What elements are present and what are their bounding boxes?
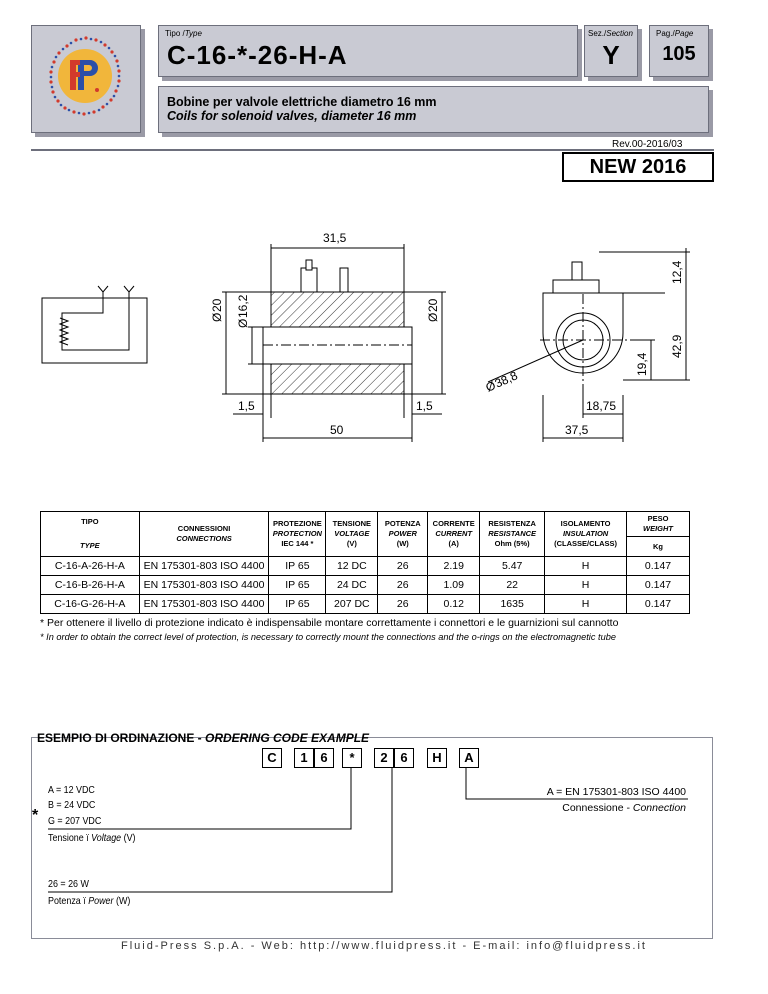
voltage-label-unit: (V) bbox=[121, 832, 136, 844]
cell-type: C-16-B-26-H-A bbox=[41, 576, 140, 595]
phi-symbol-4: Ø bbox=[483, 378, 498, 395]
note-en: * In order to obtain the correct level of protection, is necessary to correctly mount the connections and the o-rings on the electromagnetic tube bbox=[40, 632, 616, 643]
header-prot-en: PROTECTION bbox=[272, 529, 322, 538]
header-conn-en: CONNECTIONS bbox=[176, 534, 232, 543]
cell-res: 1635 bbox=[480, 595, 545, 614]
page-label bbox=[656, 29, 693, 38]
table-row bbox=[41, 595, 690, 614]
coil-schematic bbox=[42, 286, 147, 363]
header-protection bbox=[269, 512, 326, 557]
header-res-en: RESISTANCE bbox=[488, 529, 537, 538]
code-char-6: 6 bbox=[314, 748, 334, 768]
voltage-label-en: Voltage bbox=[91, 832, 122, 844]
cell-prot: IP 65 bbox=[269, 576, 326, 595]
dim-12-4: 12,4 bbox=[670, 260, 684, 284]
code-char-voltage: * bbox=[342, 748, 362, 768]
page-label-en: Page bbox=[674, 29, 694, 38]
header-prot-std: IEC 144 * bbox=[281, 539, 314, 548]
cell-type: C-16-A-26-H-A bbox=[41, 557, 140, 576]
footer-text: Fluid-Press S.p.A. - Web: http://www.fluidpress.it - E-mail: info@fluidpress.it bbox=[121, 940, 647, 952]
part-code: C-16-*-26-H-A bbox=[167, 40, 348, 70]
header-pow-unit: (W) bbox=[396, 539, 409, 548]
voltage-b: B = 24 VDC bbox=[48, 799, 96, 811]
dim-phi16-2: 16,2 bbox=[236, 294, 250, 318]
header-ins-it: ISOLAMENTO bbox=[560, 519, 611, 528]
phi-symbol-2: Ø bbox=[236, 318, 250, 328]
header-volt-unit: (V) bbox=[346, 539, 357, 548]
ordering-title-it: ESEMPIO DI ORDINAZIONE - bbox=[37, 731, 206, 745]
header-voltage bbox=[326, 512, 378, 557]
section-label bbox=[588, 29, 633, 38]
cell-conn: EN 175301-803 ISO 4400 bbox=[139, 576, 269, 595]
code-char-2: 2 bbox=[374, 748, 394, 768]
note-it: * Per ottenere il livello di protezione indicato è indispensabile montare correttamente i connettori e le guarnizioni sul cannotto bbox=[40, 617, 619, 629]
code-char-c: C bbox=[262, 748, 282, 768]
cell-res: 22 bbox=[480, 576, 545, 595]
code-char-6b: 6 bbox=[394, 748, 414, 768]
cell-conn: EN 175301-803 ISO 4400 bbox=[139, 595, 269, 614]
technical-drawing bbox=[0, 210, 768, 510]
dim-37-5: 37,5 bbox=[565, 423, 589, 437]
table-row bbox=[41, 576, 690, 595]
cell-conn: EN 175301-803 ISO 4400 bbox=[139, 557, 269, 576]
conn-label bbox=[562, 802, 686, 814]
cell-ins: H bbox=[545, 576, 627, 595]
subtitle-en: Coils for solenoid valves, diameter 16 mm bbox=[167, 109, 417, 123]
header-ins-en: INSULATION bbox=[562, 529, 609, 538]
header-pow-it: POTENZA bbox=[384, 519, 421, 528]
page-box bbox=[649, 25, 709, 77]
type-label-it: Tipo / bbox=[165, 29, 185, 38]
page-label-it: Pag./ bbox=[656, 29, 675, 38]
cell-cur: 2.19 bbox=[428, 557, 480, 576]
type-box bbox=[158, 25, 578, 77]
dim-38-8: 38,8 bbox=[492, 368, 520, 391]
header-ins-unit: (CLASSE/CLASS) bbox=[554, 539, 618, 548]
voltage-star: * bbox=[32, 807, 39, 824]
power-label-unit: (W) bbox=[113, 895, 131, 907]
header-pow-en: POWER bbox=[388, 529, 417, 538]
header-connections bbox=[139, 512, 269, 557]
header-insulation bbox=[545, 512, 627, 557]
header-current bbox=[428, 512, 480, 557]
header-prot-it: PROTEZIONE bbox=[272, 519, 322, 528]
conn-value: A = EN 175301-803 ISO 4400 bbox=[546, 786, 686, 798]
header-weight-unit: Kg bbox=[627, 537, 690, 557]
conn-label-en: Connection bbox=[632, 802, 686, 814]
ordering-title-en: ORDERING CODE EXAMPLE bbox=[205, 731, 370, 745]
cell-cur: 1.09 bbox=[428, 576, 480, 595]
power-label-it: Potenza ï bbox=[48, 895, 89, 907]
header-conn-it: CONNESSIONI bbox=[177, 524, 231, 533]
cell-prot: IP 65 bbox=[269, 557, 326, 576]
header-wt-en: WEIGHT bbox=[643, 524, 674, 533]
voltage-g: G = 207 VDC bbox=[48, 815, 102, 827]
voltage-label-it: Tensione ï bbox=[48, 832, 92, 844]
phi-symbol-3: Ø bbox=[426, 312, 440, 322]
section-value: Y bbox=[602, 40, 620, 70]
cell-wt: 0.147 bbox=[627, 595, 690, 614]
power-label bbox=[48, 895, 130, 907]
section-label-it: Sez./ bbox=[588, 29, 607, 38]
cell-volt: 12 DC bbox=[326, 557, 378, 576]
type-label bbox=[165, 29, 202, 38]
type-label-en: Type bbox=[184, 29, 202, 38]
cell-ins: H bbox=[545, 557, 627, 576]
cell-wt: 0.147 bbox=[627, 576, 690, 595]
cell-pow: 26 bbox=[378, 557, 428, 576]
header-tipo-it: TIPO bbox=[81, 517, 99, 526]
dim-phi20-right: 20 bbox=[426, 298, 440, 312]
header-res-it: RESISTENZA bbox=[488, 519, 536, 528]
code-char-1: 1 bbox=[294, 748, 314, 768]
cell-pow: 26 bbox=[378, 595, 428, 614]
header-cur-en: CURRENT bbox=[435, 529, 473, 538]
cell-prot: IP 65 bbox=[269, 595, 326, 614]
power-value: 26 = 26 W bbox=[48, 878, 89, 890]
code-char-h: H bbox=[427, 748, 447, 768]
header-volt-en: VOLTAGE bbox=[334, 529, 370, 538]
phi-symbol-1: Ø bbox=[210, 312, 224, 322]
dim-50: 50 bbox=[330, 423, 344, 437]
cell-type: C-16-G-26-H-A bbox=[41, 595, 140, 614]
subtitle-it: Bobine per valvole elettriche diametro 16 mm bbox=[167, 95, 437, 109]
dim-19-4: 19,4 bbox=[635, 352, 649, 376]
dim-1-5-left: 1,5 bbox=[238, 399, 255, 413]
header-weight bbox=[627, 512, 690, 537]
cell-cur: 0.12 bbox=[428, 595, 480, 614]
revision: Rev.00-2016/03 bbox=[612, 139, 683, 150]
code-char-a: A bbox=[459, 748, 479, 768]
dim-42-9: 42,9 bbox=[670, 334, 684, 358]
cell-wt: 0.147 bbox=[627, 557, 690, 576]
spec-table bbox=[40, 511, 690, 614]
logo-box bbox=[31, 25, 141, 133]
voltage-label bbox=[48, 832, 136, 844]
section-box bbox=[584, 25, 638, 77]
header-wt-it: PESO bbox=[647, 514, 669, 523]
dim-31-5: 31,5 bbox=[323, 231, 347, 245]
page-value: 105 bbox=[662, 43, 696, 65]
header-resistance bbox=[480, 512, 545, 557]
header-volt-it: TENSIONE bbox=[332, 519, 371, 528]
dim-18-75: 18,75 bbox=[586, 399, 617, 413]
header-tipo-en: TYPE bbox=[80, 541, 100, 550]
new-badge: NEW 2016 bbox=[562, 152, 714, 182]
header-res-unit: Ohm (5%) bbox=[494, 539, 530, 548]
conn-label-it: Connessione - bbox=[562, 802, 633, 814]
company-logo-icon bbox=[32, 26, 140, 132]
coil-side-view bbox=[222, 244, 446, 442]
cell-volt: 24 DC bbox=[326, 576, 378, 595]
cell-volt: 207 DC bbox=[326, 595, 378, 614]
cell-pow: 26 bbox=[378, 576, 428, 595]
header-cur-it: CORRENTE bbox=[432, 519, 475, 528]
header-power bbox=[378, 512, 428, 557]
voltage-a: A = 12 VDC bbox=[48, 784, 95, 796]
cell-res: 5.47 bbox=[480, 557, 545, 576]
cell-ins: H bbox=[545, 595, 627, 614]
dim-1-5-right: 1,5 bbox=[416, 399, 433, 413]
subtitle-box bbox=[158, 86, 709, 133]
header-cur-unit: (A) bbox=[448, 539, 459, 548]
dim-phi20-left: 20 bbox=[210, 298, 224, 312]
header-tipo bbox=[41, 512, 140, 557]
power-label-en: Power bbox=[88, 895, 114, 907]
table-row bbox=[41, 557, 690, 576]
section-label-en: Section bbox=[606, 29, 633, 38]
